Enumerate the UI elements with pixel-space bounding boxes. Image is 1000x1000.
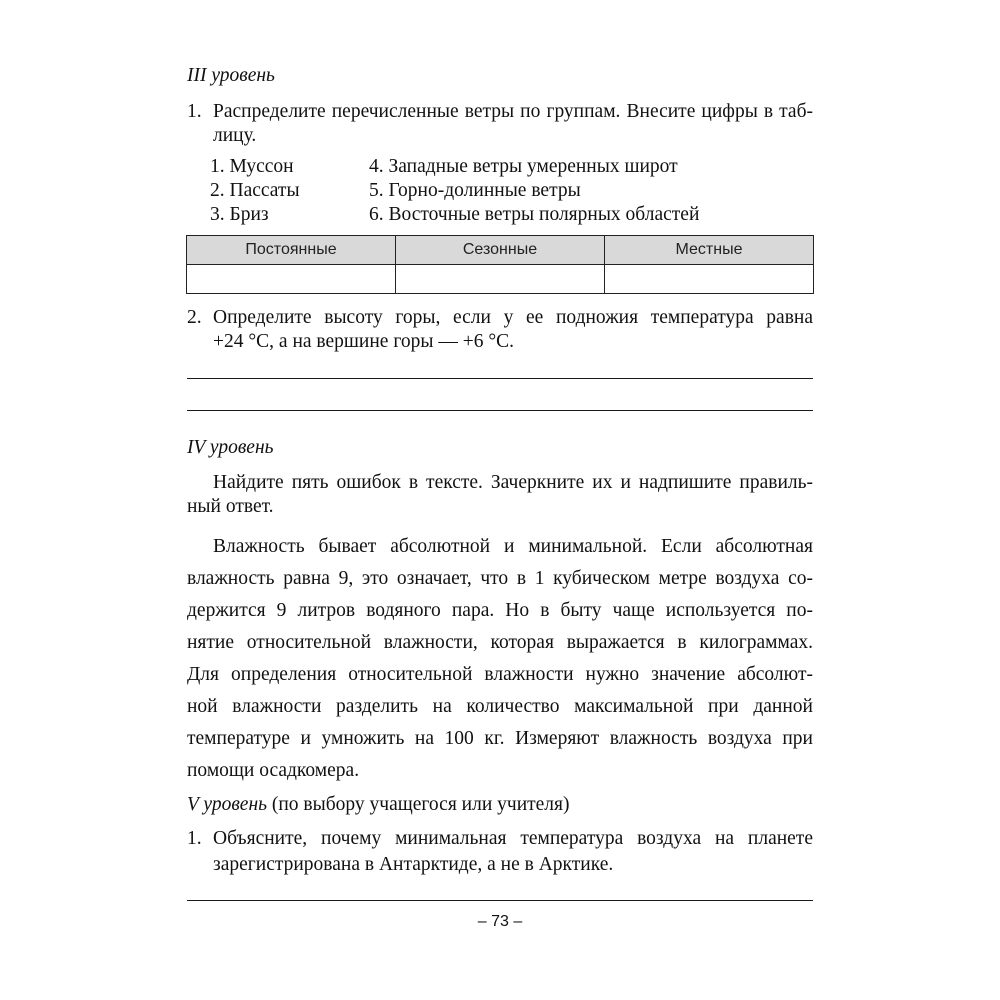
paragraph-line: температуре и умножить на 100 кг. Измеряют влажность воздуха при bbox=[187, 728, 813, 749]
paragraph-line: ной влажности разделить на количество максимальной при данной bbox=[187, 696, 813, 717]
task2-number: 2. bbox=[187, 307, 202, 328]
wind-item-4: 4. Западные ветры умеренных широт bbox=[369, 156, 678, 177]
paragraph-line: нятие относительной влажности, которая выражается в килограммах. bbox=[187, 632, 813, 653]
level4-instruction-line1: Найдите пять ошибок в тексте. Зачеркните их и надпишите правиль- bbox=[213, 472, 813, 493]
wind-groups-table bbox=[186, 235, 814, 294]
level5-heading-note: (по выбору учащегося или учителя) bbox=[271, 794, 570, 815]
level5-task1-line2: зарегистрирована в Антарктиде, а не в Арктике. bbox=[213, 854, 614, 875]
paragraph-line: помощи осадкомера. bbox=[187, 760, 360, 781]
table-header-permanent: Постоянные bbox=[187, 236, 396, 265]
wind-item-1: 1. Муссон bbox=[210, 156, 294, 177]
task1-number: 1. bbox=[187, 101, 202, 122]
wind-item-5: 5. Горно-долинные ветры bbox=[369, 180, 581, 201]
wind-item-2: 2. Пассаты bbox=[210, 180, 300, 201]
level4-heading: IV уровень bbox=[187, 437, 274, 458]
paragraph-line: Для определения относительной влажности нужно значение абсолют- bbox=[187, 664, 813, 685]
task1-text-line1: Распределите перечисленные ветры по группам. Внесите цифры в таб- bbox=[213, 101, 813, 122]
answer-cell-local[interactable] bbox=[605, 265, 814, 294]
page-number: – 73 – bbox=[477, 913, 523, 930]
paragraph-line: влажность равна 9, это означает, что в 1 кубическом метре воздуха со- bbox=[187, 568, 813, 589]
answer-cell-permanent[interactable] bbox=[187, 265, 396, 294]
task1-text-line2: лицу. bbox=[213, 125, 257, 146]
level5-heading: V уровень bbox=[187, 794, 267, 815]
task2-text-line2: +24 °С, а на вершине горы — +6 °С. bbox=[213, 331, 515, 352]
wind-item-3: 3. Бриз bbox=[210, 204, 269, 225]
answer-line[interactable] bbox=[187, 410, 813, 411]
answer-line[interactable] bbox=[187, 900, 813, 901]
answer-line[interactable] bbox=[187, 378, 813, 379]
level5-task1-line1: Объясните, почему минимальная температура воздуха на планете bbox=[213, 828, 813, 849]
paragraph-line: Влажность бывает абсолютной и минимальной. Если абсолютная bbox=[213, 536, 813, 557]
task2-text-line1: Определите высоту горы, если у ее подножия температура равна bbox=[213, 307, 813, 328]
level4-instruction-line2: ный ответ. bbox=[187, 496, 274, 517]
level5-heading-row bbox=[187, 793, 570, 817]
table-header-local: Местные bbox=[605, 236, 814, 265]
level5-task1-number: 1. bbox=[187, 828, 202, 849]
level3-heading: III уровень bbox=[187, 65, 275, 86]
paragraph-line: держится 9 литров водяного пара. Но в быту чаще используется по- bbox=[187, 600, 813, 621]
table-header-seasonal: Сезонные bbox=[396, 236, 605, 265]
wind-item-6: 6. Восточные ветры полярных областей bbox=[369, 204, 700, 225]
answer-cell-seasonal[interactable] bbox=[396, 265, 605, 294]
